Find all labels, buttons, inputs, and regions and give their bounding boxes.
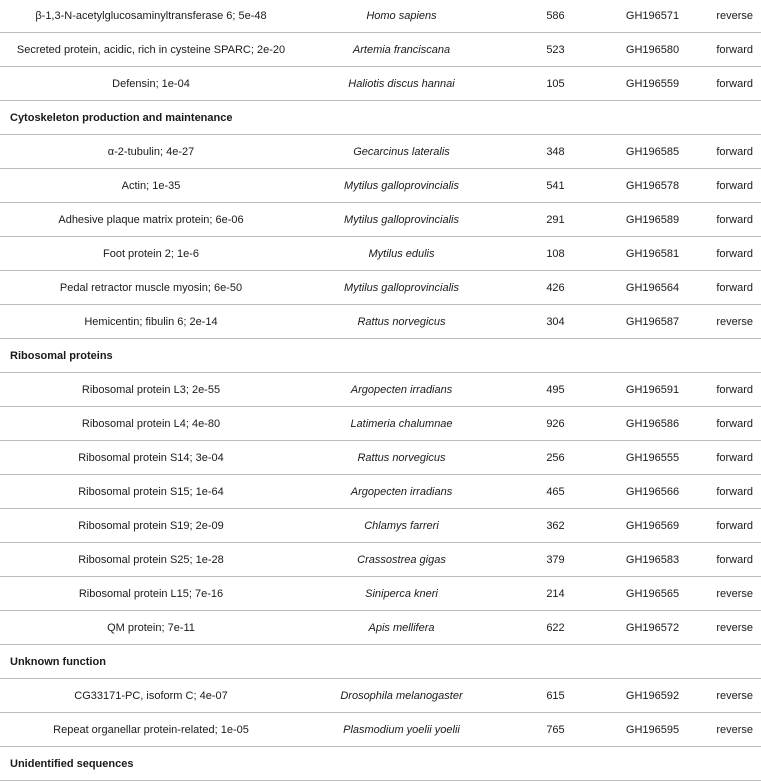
- blast-hit-cell: Ribosomal protein L3; 2e-55: [0, 373, 302, 407]
- table-row: [0, 543, 761, 577]
- species-cell: Drosophila melanogaster: [302, 679, 501, 713]
- section-title: Unknown function: [0, 645, 761, 679]
- accession-cell: GH196572: [604, 611, 701, 645]
- table-row: [0, 679, 761, 713]
- table-row: [0, 611, 761, 645]
- length-cell: 304: [501, 305, 604, 339]
- direction-cell: forward: [701, 67, 761, 101]
- blast-hit-cell: Hemicentin; fibulin 6; 2e-14: [0, 305, 302, 339]
- table-row: [0, 373, 761, 407]
- length-cell: 426: [501, 271, 604, 305]
- table-row: [0, 441, 761, 475]
- accession-cell: GH196578: [604, 169, 701, 203]
- accession-cell: GH196565: [604, 577, 701, 611]
- direction-cell: forward: [701, 203, 761, 237]
- blast-hit-cell: QM protein; 7e-11: [0, 611, 302, 645]
- table-row: [0, 203, 761, 237]
- blast-hit-cell: Adhesive plaque matrix protein; 6e-06: [0, 203, 302, 237]
- blast-hit-cell: α-2-tubulin; 4e-27: [0, 135, 302, 169]
- direction-cell: forward: [701, 407, 761, 441]
- blast-hit-cell: Repeat organellar protein-related; 1e-05: [0, 713, 302, 747]
- section-title: Cytoskeleton production and maintenance: [0, 101, 761, 135]
- table-row: [0, 577, 761, 611]
- direction-cell: forward: [701, 373, 761, 407]
- blast-hit-cell: Ribosomal protein S19; 2e-09: [0, 509, 302, 543]
- accession-cell: GH196555: [604, 441, 701, 475]
- length-cell: 291: [501, 203, 604, 237]
- table-row: [0, 509, 761, 543]
- accession-cell: GH196583: [604, 543, 701, 577]
- species-cell: Mytilus edulis: [302, 237, 501, 271]
- direction-cell: forward: [701, 475, 761, 509]
- section-header-row: [0, 101, 761, 135]
- direction-cell: forward: [701, 169, 761, 203]
- length-cell: 622: [501, 611, 604, 645]
- length-cell: 256: [501, 441, 604, 475]
- length-cell: 523: [501, 33, 604, 67]
- accession-cell: GH196589: [604, 203, 701, 237]
- direction-cell: forward: [701, 543, 761, 577]
- species-cell: Homo sapiens: [302, 0, 501, 33]
- section-header-row: [0, 645, 761, 679]
- length-cell: 214: [501, 577, 604, 611]
- species-cell: Latimeria chalumnae: [302, 407, 501, 441]
- table-row: [0, 713, 761, 747]
- length-cell: 348: [501, 135, 604, 169]
- species-cell: Artemia franciscana: [302, 33, 501, 67]
- species-cell: Haliotis discus hannai: [302, 67, 501, 101]
- species-cell: Crassostrea gigas: [302, 543, 501, 577]
- length-cell: 541: [501, 169, 604, 203]
- blast-hit-cell: Ribosomal protein L15; 7e-16: [0, 577, 302, 611]
- length-cell: 586: [501, 0, 604, 33]
- blast-hit-cell: Ribosomal protein L4; 4e-80: [0, 407, 302, 441]
- table-row: [0, 169, 761, 203]
- length-cell: 926: [501, 407, 604, 441]
- accession-cell: GH196564: [604, 271, 701, 305]
- table-row: [0, 271, 761, 305]
- table-row: [0, 475, 761, 509]
- species-cell: Plasmodium yoelii yoelii: [302, 713, 501, 747]
- length-cell: 495: [501, 373, 604, 407]
- table-row: [0, 237, 761, 271]
- direction-cell: reverse: [701, 305, 761, 339]
- direction-cell: forward: [701, 509, 761, 543]
- section-header-row: [0, 339, 761, 373]
- table-row: [0, 67, 761, 101]
- accession-cell: GH196592: [604, 679, 701, 713]
- section-header-row: [0, 747, 761, 781]
- direction-cell: reverse: [701, 0, 761, 33]
- species-cell: Apis mellifera: [302, 611, 501, 645]
- length-cell: 108: [501, 237, 604, 271]
- accession-cell: GH196580: [604, 33, 701, 67]
- species-cell: Siniperca kneri: [302, 577, 501, 611]
- accession-cell: GH196595: [604, 713, 701, 747]
- blast-hit-cell: β-1,3-N-acetylglucosaminyltransferase 6; 5e-48: [0, 0, 302, 33]
- accession-cell: GH196571: [604, 0, 701, 33]
- species-cell: Gecarcinus lateralis: [302, 135, 501, 169]
- direction-cell: forward: [701, 237, 761, 271]
- length-cell: 765: [501, 713, 604, 747]
- species-cell: Chlamys farreri: [302, 509, 501, 543]
- accession-cell: GH196559: [604, 67, 701, 101]
- accession-cell: GH196591: [604, 373, 701, 407]
- accession-cell: GH196569: [604, 509, 701, 543]
- blast-hit-cell: Secreted protein, acidic, rich in cysteine SPARC; 2e-20: [0, 33, 302, 67]
- species-cell: Mytilus galloprovincialis: [302, 169, 501, 203]
- species-cell: Argopecten irradians: [302, 475, 501, 509]
- species-cell: Argopecten irradians: [302, 373, 501, 407]
- species-cell: Rattus norvegicus: [302, 441, 501, 475]
- direction-cell: forward: [701, 441, 761, 475]
- blast-hit-cell: Ribosomal protein S25; 1e-28: [0, 543, 302, 577]
- blast-hit-cell: CG33171-PC, isoform C; 4e-07: [0, 679, 302, 713]
- species-cell: Mytilus galloprovincialis: [302, 203, 501, 237]
- table-row: [0, 135, 761, 169]
- length-cell: 465: [501, 475, 604, 509]
- direction-cell: forward: [701, 271, 761, 305]
- accession-cell: GH196585: [604, 135, 701, 169]
- length-cell: 615: [501, 679, 604, 713]
- section-title: Ribosomal proteins: [0, 339, 761, 373]
- direction-cell: reverse: [701, 577, 761, 611]
- accession-cell: GH196581: [604, 237, 701, 271]
- accession-cell: GH196566: [604, 475, 701, 509]
- blast-hit-cell: Foot protein 2; 1e-6: [0, 237, 302, 271]
- table-row: [0, 407, 761, 441]
- accession-cell: GH196587: [604, 305, 701, 339]
- table-row: [0, 33, 761, 67]
- length-cell: 379: [501, 543, 604, 577]
- direction-cell: reverse: [701, 679, 761, 713]
- blast-hit-cell: Defensin; 1e-04: [0, 67, 302, 101]
- section-title: Unidentified sequences: [0, 747, 761, 781]
- direction-cell: reverse: [701, 611, 761, 645]
- blast-hit-cell: Ribosomal protein S15; 1e-64: [0, 475, 302, 509]
- blast-hit-cell: Actin; 1e-35: [0, 169, 302, 203]
- length-cell: 105: [501, 67, 604, 101]
- direction-cell: forward: [701, 135, 761, 169]
- accession-cell: GH196586: [604, 407, 701, 441]
- blast-hit-cell: Ribosomal protein S14; 3e-04: [0, 441, 302, 475]
- species-cell: Rattus norvegicus: [302, 305, 501, 339]
- direction-cell: reverse: [701, 713, 761, 747]
- table-row: [0, 305, 761, 339]
- blast-hit-cell: Pedal retractor muscle myosin; 6e-50: [0, 271, 302, 305]
- table-row: [0, 0, 761, 33]
- length-cell: 362: [501, 509, 604, 543]
- direction-cell: forward: [701, 33, 761, 67]
- species-cell: Mytilus galloprovincialis: [302, 271, 501, 305]
